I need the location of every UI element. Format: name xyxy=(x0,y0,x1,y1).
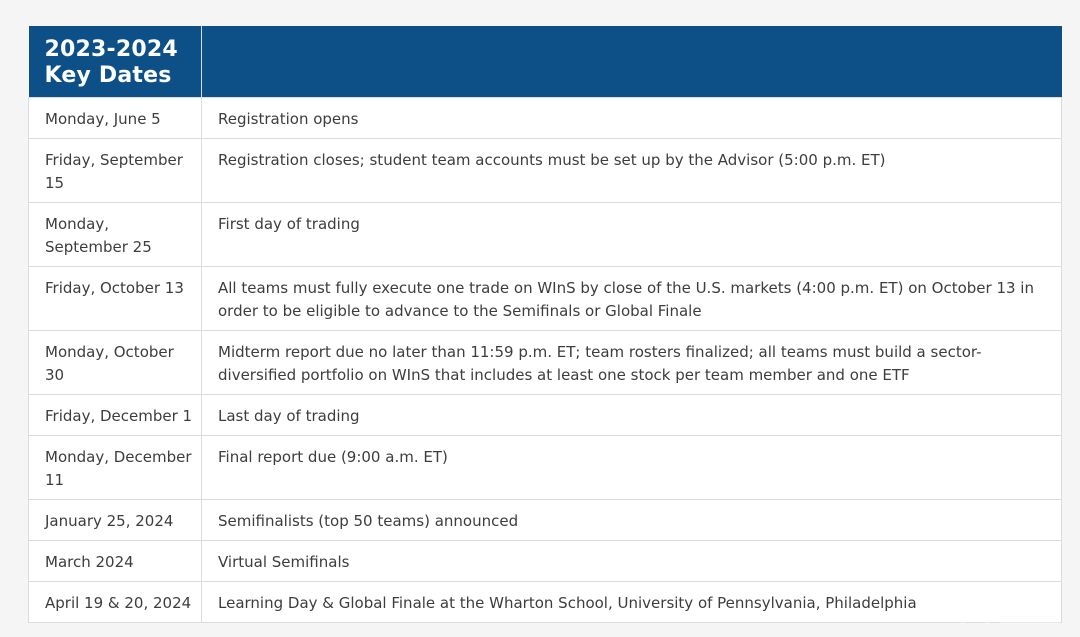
event-cell: Last day of trading xyxy=(202,395,1062,436)
table-header-row xyxy=(29,26,1062,98)
date-cell: Monday, June 5 xyxy=(29,98,202,139)
table-row xyxy=(29,203,1062,267)
event-cell: Learning Day & Global Finale at the Wharton School, University of Pennsylvania, Philadelphia xyxy=(202,582,1062,623)
event-cell: First day of trading xyxy=(202,203,1062,267)
event-cell: Registration closes; student team accounts must be set up by the Advisor (5:00 p.m. ET) xyxy=(202,139,1062,203)
event-cell: Registration opens xyxy=(202,98,1062,139)
event-cell: All teams must fully execute one trade on WInS by close of the U.S. markets (4:00 p.m. ET) on October 13 in order to be eligible to advance to the Semifinals or Global Finale xyxy=(202,267,1062,331)
table-row xyxy=(29,395,1062,436)
table-row xyxy=(29,582,1062,623)
date-cell: January 25, 2024 xyxy=(29,500,202,541)
date-cell: April 19 & 20, 2024 xyxy=(29,582,202,623)
table-row xyxy=(29,436,1062,500)
key-dates-table-container xyxy=(28,26,1061,623)
table-row xyxy=(29,139,1062,203)
date-cell: Monday, September 25 xyxy=(29,203,202,267)
date-cell: Friday, October 13 xyxy=(29,267,202,331)
table-row xyxy=(29,267,1062,331)
event-cell: Semifinalists (top 50 teams) announced xyxy=(202,500,1062,541)
date-cell: Friday, September 15 xyxy=(29,139,202,203)
watermark-logo-icon xyxy=(956,591,1072,631)
table-title-line-1: 2023-2024 xyxy=(44,37,178,62)
event-cell: Virtual Semifinals xyxy=(202,541,1062,582)
table-title-cell xyxy=(29,26,202,98)
table-row xyxy=(29,541,1062,582)
date-cell: March 2024 xyxy=(29,541,202,582)
table-header-empty-cell xyxy=(202,26,1062,98)
date-cell: Monday, October 30 xyxy=(29,331,202,395)
table-row xyxy=(29,500,1062,541)
table-row xyxy=(29,331,1062,395)
date-cell: Friday, December 1 xyxy=(29,395,202,436)
table-title-line-2: Key Dates xyxy=(44,63,172,88)
key-dates-table xyxy=(28,26,1062,623)
event-cell: Midterm report due no later than 11:59 p.m. ET; team rosters finalized; all teams must build a sector-diversified portfolio on WInS that includes at least one stock per team member and one ETF xyxy=(202,331,1062,395)
event-cell: Final report due (9:00 a.m. ET) xyxy=(202,436,1062,500)
date-cell: Monday, December 11 xyxy=(29,436,202,500)
table-row xyxy=(29,98,1062,139)
